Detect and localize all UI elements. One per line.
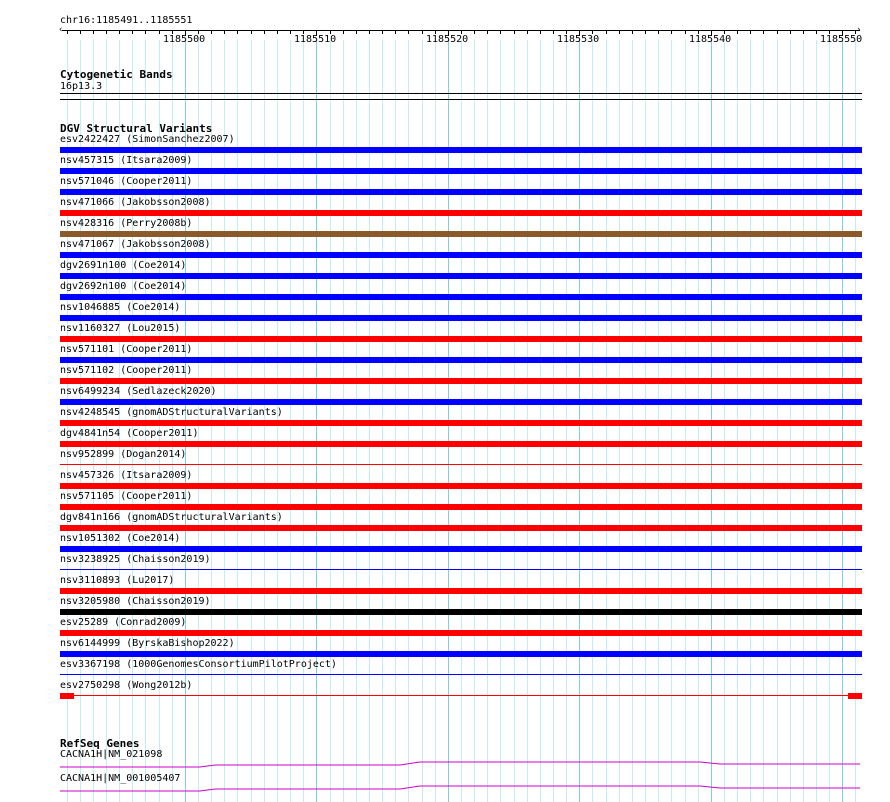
ruler-tick-label: 1185530 xyxy=(557,34,600,45)
ruler-right-arrow-icon[interactable]: › xyxy=(856,25,862,35)
variant-label[interactable]: esv3367198 (1000GenomesConsortiumPilotProject) xyxy=(60,659,337,670)
dgv-track-title: DGV Structural Variants xyxy=(60,122,213,135)
gene-label[interactable]: CACNA1H|NM_021098 xyxy=(60,749,163,760)
variant-label[interactable]: nsv571101 (Cooper2011) xyxy=(60,344,193,355)
variant-label[interactable]: dgv4841n54 (Cooper2011) xyxy=(60,428,199,439)
cytoband-label: 16p13.3 xyxy=(60,81,103,92)
variant-label[interactable]: nsv1051302 (Coe2014) xyxy=(60,533,181,544)
variant-label[interactable]: dgv841n166 (gnomADStructuralVariants) xyxy=(60,512,283,523)
gene-model-line xyxy=(60,786,860,791)
variant-label[interactable]: nsv4248545 (gnomADStructuralVariants) xyxy=(60,407,283,418)
variant-label[interactable]: nsv3238925 (Chaisson2019) xyxy=(60,554,211,565)
ruler-tick-label: 1185510 xyxy=(294,34,337,45)
variant-label[interactable]: nsv471067 (Jakobsson2008) xyxy=(60,239,211,250)
variant-label[interactable]: nsv3110893 (Lu2017) xyxy=(60,575,175,586)
variant-label[interactable]: nsv1046885 (Coe2014) xyxy=(60,302,181,313)
variant-label[interactable]: nsv952899 (Dogan2014) xyxy=(60,449,187,460)
variant-label[interactable]: dgv2691n100 (Coe2014) xyxy=(60,260,187,271)
variant-label[interactable]: nsv457326 (Itsara2009) xyxy=(60,470,193,481)
ruler-region-label: chr16:1185491..1185551 xyxy=(60,15,193,26)
variant-label[interactable]: nsv571046 (Cooper2011) xyxy=(60,176,193,187)
variant-label[interactable]: nsv1160327 (Lou2015) xyxy=(60,323,181,334)
variant-label[interactable]: nsv6499234 (Sedlazeck2020) xyxy=(60,386,217,397)
variant-label[interactable]: nsv471066 (Jakobsson2008) xyxy=(60,197,211,208)
ruler-tick-label: 1185540 xyxy=(689,34,732,45)
variant-label[interactable]: dgv2692n100 (Coe2014) xyxy=(60,281,187,292)
ruler-left-arrow-icon[interactable]: ‹ xyxy=(58,25,64,35)
variant-label[interactable]: nsv428316 (Perry2008b) xyxy=(60,218,193,229)
variant-label[interactable]: esv2422427 (SimonSanchez2007) xyxy=(60,134,235,145)
variant-label[interactable]: nsv457315 (Itsara2009) xyxy=(60,155,193,166)
variant-label[interactable]: nsv571105 (Cooper2011) xyxy=(60,491,193,502)
variant-label[interactable]: nsv571102 (Cooper2011) xyxy=(60,365,193,376)
gene-model-line xyxy=(60,762,860,767)
gene-label[interactable]: CACNA1H|NM_001005407 xyxy=(60,773,181,784)
variant-label[interactable]: nsv3205980 (Chaisson2019) xyxy=(60,596,211,607)
ruler-tick-label: 1185550 xyxy=(820,34,863,45)
variant-label[interactable]: esv2750298 (Wong2012b) xyxy=(60,680,193,691)
variant-label[interactable]: nsv6144999 (ByrskaBishop2022) xyxy=(60,638,235,649)
ruler-tick-label: 1185500 xyxy=(163,34,206,45)
variant-label[interactable]: esv25289 (Conrad2009) xyxy=(60,617,187,628)
refseq-genes-title: RefSeq Genes xyxy=(60,737,140,750)
ruler-tick-label: 1185520 xyxy=(426,34,469,45)
cytogenetic-bands-title: Cytogenetic Bands xyxy=(60,68,173,81)
